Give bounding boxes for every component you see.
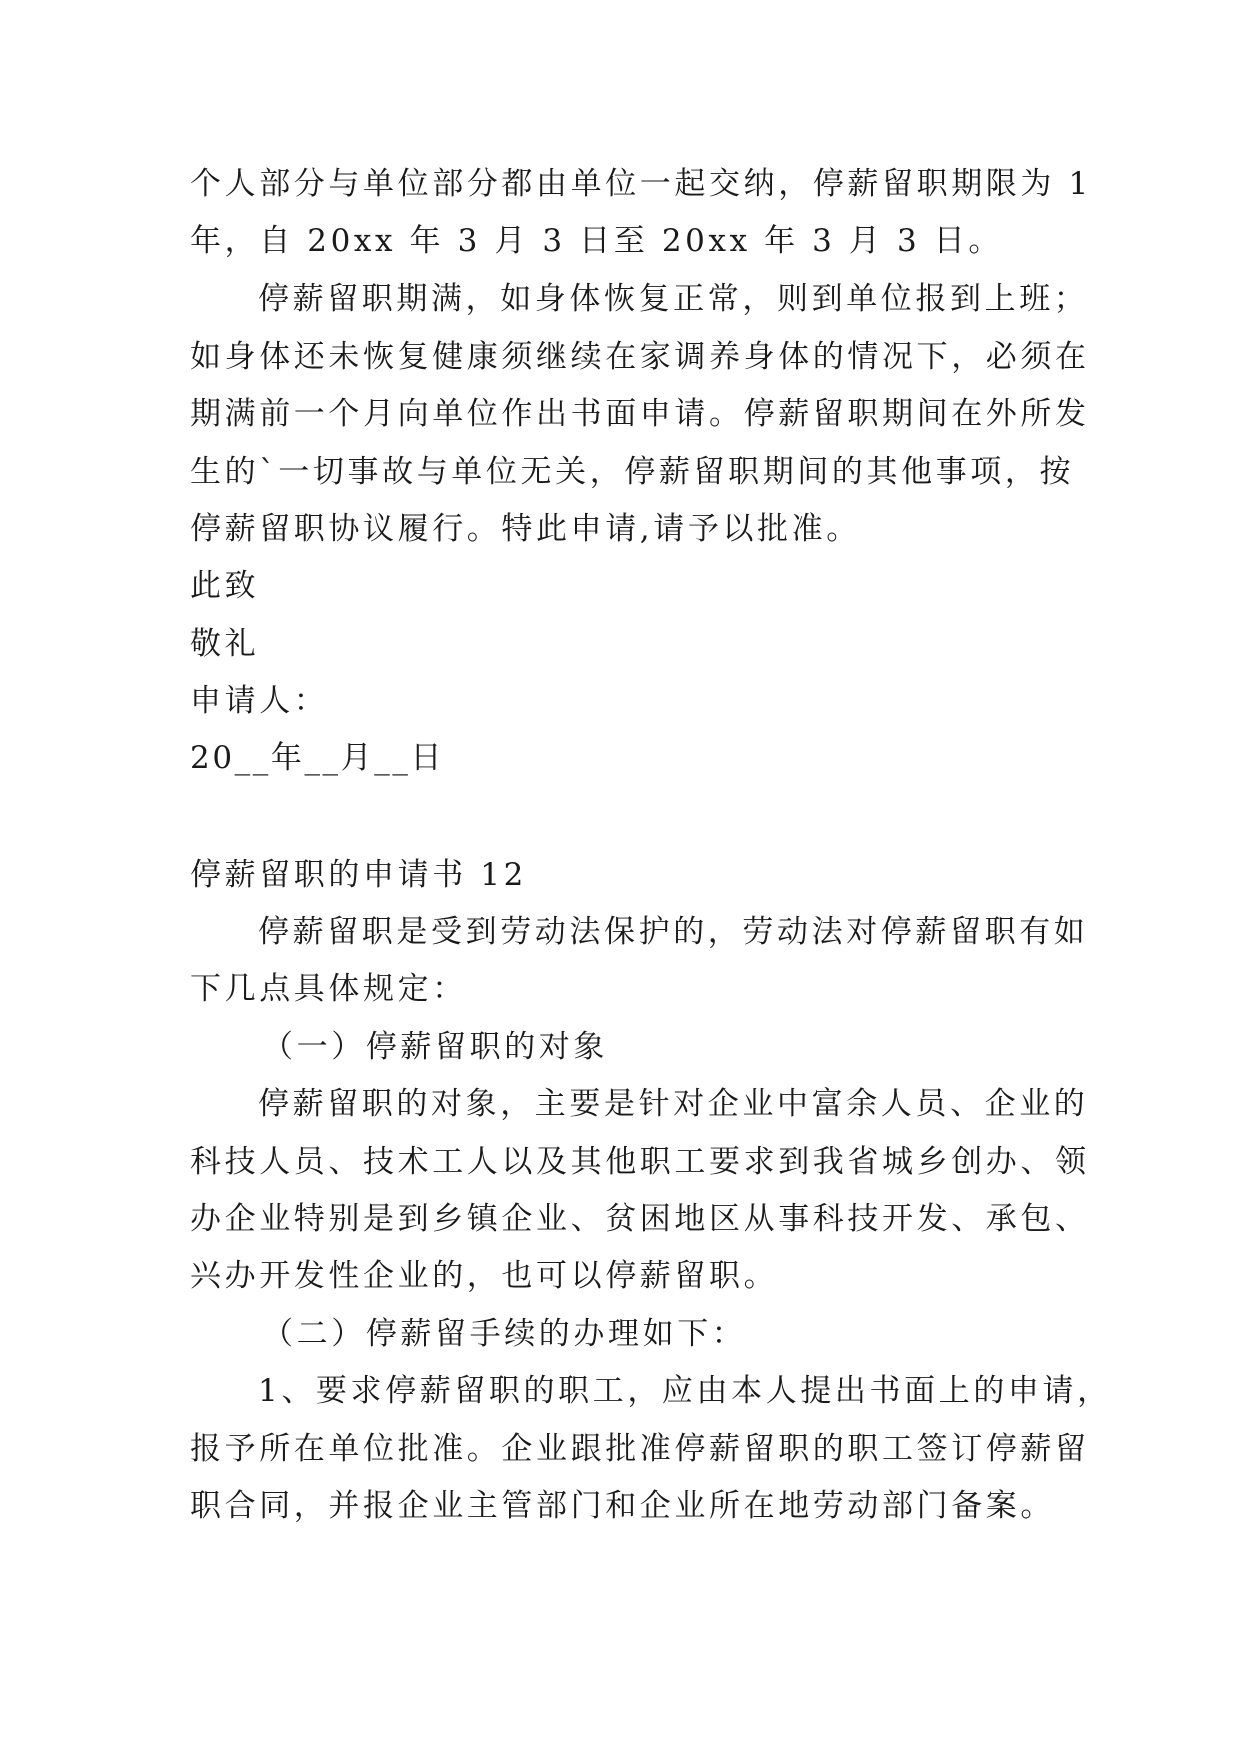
body-text-line: 办企业特别是到乡镇企业、贫困地区从事科技开发、承包、	[190, 1201, 1090, 1237]
applicant-label: 申请人：	[190, 683, 329, 719]
paragraph-start-line: 停薪留职期满，如身体恢复正常，则到单位报到上班；	[258, 281, 1089, 317]
body-text-line: 下几点具体规定：	[190, 971, 467, 1007]
body-text-line: 兴办开发性企业的，也可以停薪留职。	[190, 1258, 779, 1294]
body-text-line: 如身体还未恢复健康须继续在家调养身体的情况下，必须在	[190, 339, 1090, 375]
subheading: （一）停薪留职的对象	[262, 1029, 608, 1065]
paragraph-start-line: 1、要求停薪留职的职工，应由本人提出书面上的申请，	[258, 1373, 1112, 1409]
body-text-line: 报予所在单位批准。企业跟批准停薪留职的职工签订停薪留	[190, 1431, 1090, 1467]
paragraph-start-line: 停薪留职是受到劳动法保护的，劳动法对停薪留职有如	[258, 914, 1089, 950]
body-text-line: 个人部分与单位部分都由单位一起交纳，停薪留职期限为 1	[190, 166, 1092, 202]
section-title: 停薪留职的申请书 12	[190, 857, 527, 893]
body-text-line: 年，自 20xx 年 3 月 3 日至 20xx 年 3 月 3 日。	[190, 223, 1003, 259]
body-text-line: 停薪留职协议履行。特此申请,请予以批准。	[190, 511, 861, 547]
closing-regards: 敬礼	[190, 626, 260, 662]
body-text-line: 期满前一个月向单位作出书面申请。停薪留职期间在外所发	[190, 396, 1090, 432]
body-text-line: 生的`一切事故与单位无关，停薪留职期间的其他事项，按	[190, 454, 1075, 490]
date-line: 20__年__月__日	[190, 740, 445, 776]
body-text-line: 职合同，并报企业主管部门和企业所在地劳动部门备案。	[190, 1488, 1055, 1524]
subheading: （二）停薪留手续的办理如下：	[262, 1316, 747, 1352]
paragraph-start-line: 停薪留职的对象，主要是针对企业中富余人员、企业的	[258, 1086, 1089, 1122]
closing-salutation: 此致	[190, 568, 260, 604]
body-text-line: 科技人员、技术工人以及其他职工要求到我省城乡创办、领	[190, 1144, 1090, 1180]
